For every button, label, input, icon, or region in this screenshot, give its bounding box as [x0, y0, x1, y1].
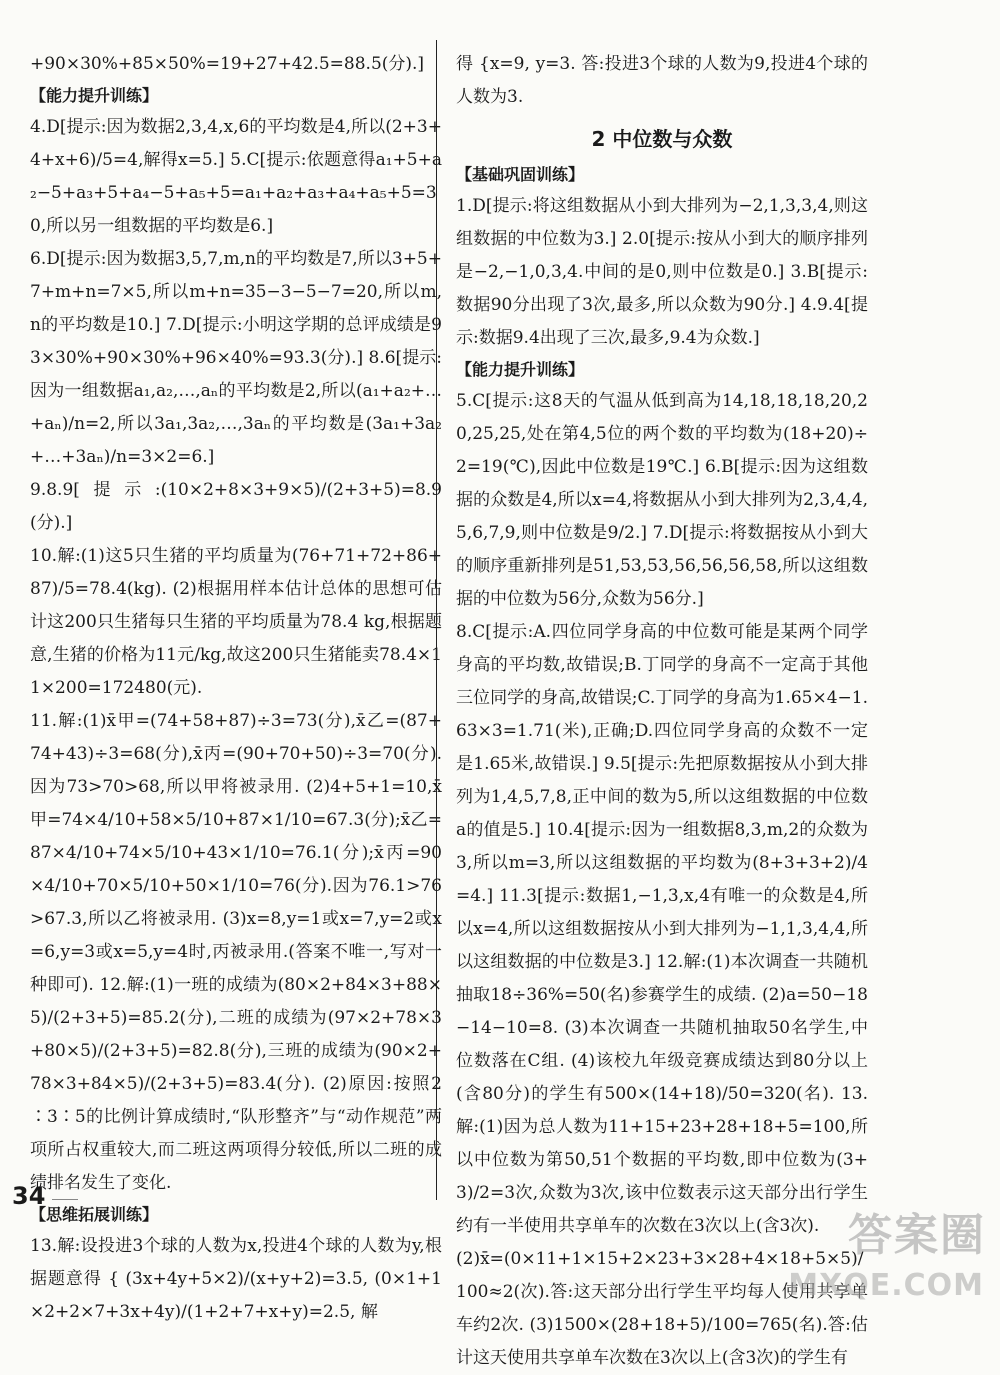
left-column: [30, 48, 442, 1329]
watermark-logo: 答案圈: [848, 1210, 986, 1261]
page-number-rule: [52, 1199, 78, 1200]
section-heading: 【基础巩固训练】: [456, 165, 585, 184]
answer-paragraph: 1.D[提示:将这组数据从小到大排列为−2,1,3,3,4,则这组数据的中位数为3.] 2.0[提示:按从小到大的顺序排列是−2,−1,0,3,4.中间的是0,则中位数是0.] 3.B[提示:数据90分出现了3次,最多,所以众数为90分.] 4.9.4[提示:数据9.4出现了三次,最多,9.4为众数.]: [456, 196, 868, 348]
answer-paragraph: 6.D[提示:因为数据3,5,7,m,n的平均数是7,所以3+5+7+m+n=7×5,所以m+n=35−3−5−7=20,所以m,n的平均数是10.] 7.D[提示:小明这学期的总评成绩是93×30%+90×30%+96×40%=93.3(分).] 8.6[提示:因为一组数据a₁,a₂,…,aₙ的平均数是2,所以(a₁+a₂+…+aₙ)/n=2,所以3a₁,3a₂,…,3aₙ的平均数是(3a₁+3a₂+…+3aₙ)/n=3×2=6.]: [30, 249, 442, 467]
chapter-title: 2 中位数与众数: [591, 127, 733, 151]
answer-paragraph: 13.解:设投进3个球的人数为x,投进4个球的人数为y,根据题意得 { (3x+4y+5×2)/(x+y+2)=3.5, (0×1+1×2+2×7+3x+4y)/(1+2+7+x+y)=2.5, 解: [30, 1236, 442, 1322]
answer-paragraph: +90×30%+85×50%=19+27+42.5=88.5(分).]: [30, 54, 425, 74]
section-heading: 【能力提升训练】: [456, 360, 585, 379]
answer-paragraph: 5.C[提示:这8天的气温从低到高为14,18,18,18,20,20,25,25,处在第4,5位的两个数的平均数为(18+20)÷2=19(℃),因此中位数是19℃.] 6.B[提示:因为这组数据的众数是4,所以x=4,将数据从小到大排列为2,3,4,4,5,6,7,9,则中位数是9/2.] 7.D[提示:将数据按从小到大的顺序重新排列是51,53,53,56,56,56,58,所以这组数据的中位数为56分,众数为56分.]: [456, 391, 868, 609]
answer-paragraph: 得 {x=9, y=3. 答:投进3个球的人数为9,投进4个球的人数为3.: [456, 54, 868, 107]
answer-paragraph: (2)x̄=(0×11+1×15+2×23+3×28+4×18+5×5)/100≈2(次).答:这天部分出行学生平均每人使用共享单车约2次. (3)1500×(28+18+5)/100=765(名).答:估计这天使用共享单车次数在3次以上(含3次)的学生有: [456, 1249, 868, 1368]
watermark: [788, 1199, 986, 1303]
answer-paragraph: 9.8.9[提示:(10×2+8×3+9×5)/(2+3+5)=8.9(分).]: [30, 480, 442, 533]
right-column: [456, 48, 868, 1375]
answer-paragraph: 10.解:(1)这5只生猪的平均质量为(76+71+72+86+87)/5=78.4(kg). (2)根据用样本估计总体的思想可估计这200只生猪每只生猪的平均质量为78.4 kg,根据题意,生猪的价格为11元/kg,故这200只生猪能卖78.4×11×200=172480(元).: [30, 546, 442, 698]
answer-paragraph: 4.D[提示:因为数据2,3,4,x,6的平均数是4,所以(2+3+4+x+6)/5=4,解得x=5.] 5.C[提示:依题意得a₁+5+a₂−5+a₃+5+a₄−5+a₅+5=a₁+a₂+a₃+a₄+a₅+5=30,所以另一组数据的平均数是6.]: [30, 117, 442, 236]
page-number: 34: [12, 1182, 46, 1210]
section-heading: 【思维拓展训练】: [30, 1205, 159, 1224]
section-heading: 【能力提升训练】: [30, 86, 159, 105]
watermark-url: MXQE.COM: [788, 1268, 984, 1303]
answer-paragraph: 11.解:(1)x̄甲=(74+58+87)÷3=73(分),x̄乙=(87+74+43)÷3=68(分),x̄丙=(90+70+50)÷3=70(分).因为73>70>68,所以甲将被录用. (2)4+5+1=10,x̄甲=74×4/10+58×5/10+87×1/10=67.3(分);x̄乙=87×4/10+74×5/10+43×1/10=76.1(分);x̄丙=90×4/10+70×5/10+50×1/10=76(分).因为76.1>76>67.3,所以乙将被录用. (3)x=8,y=1或x=7,y=2或x=6,y=3或x=5,y=4时,丙被录用.(答案不唯一,写对一种即可). 12.解:(1)一班的成绩为(80×2+84×3+88×5)/(2+3+5)=85.2(分),二班的成绩为(97×2+78×3+80×5)/(2+3+5)=82.8(分),三班的成绩为(90×2+78×3+84×5)/(2+3+5)=83.4(分). (2)原因:按照2∶3∶5的比例计算成绩时,“队形整齐”与“动作规范”两项所占权重较大,而二班这两项得分较低,所以二班的成绩排名发生了变化.: [30, 711, 442, 1193]
answer-paragraph: 8.C[提示:A.四位同学身高的中位数可能是某两个同学身高的平均数,故错误;B.丁同学的身高不一定高于其他三位同学的身高,故错误;C.丁同学的身高为1.65×4−1.63×3=1.71(米),正确;D.四位同学身高的众数不一定是1.65米,故错误.] 9.5[提示:先把原数据按从小到大排列为1,4,5,7,8,正中间的数为5,所以这组数据的中位数a的值是5.] 10.4[提示:因为一组数据8,3,m,2的众数为3,所以m=3,所以这组数据的平均数为(8+3+3+2)/4=4.] 11.3[提示:数据1,−1,3,x,4有唯一的众数是4,所以x=4,所以这组数据按从小到大排列为−1,1,3,4,4,所以这组数据的中位数是3.] 12.解:(1)本次调查一共随机抽取18÷36%=50(名)参赛学生的成绩. (2)a=50−18−14−10=8. (3)本次调查一共随机抽取50名学生,中位数落在C组. (4)该校九年级竞赛成绩达到80分以上(含80分)的学生有500×(14+18)/50=320(名). 13.解:(1)因为总人数为11+15+23+28+18+5=100,所以中位数为第50,51个数据的平均数,即中位数为(3+3)/2=3次,众数为3次,该中位数表示这天部分出行学生约有一半使用共享单车的次数在3次以上(含3次).: [456, 622, 868, 1236]
